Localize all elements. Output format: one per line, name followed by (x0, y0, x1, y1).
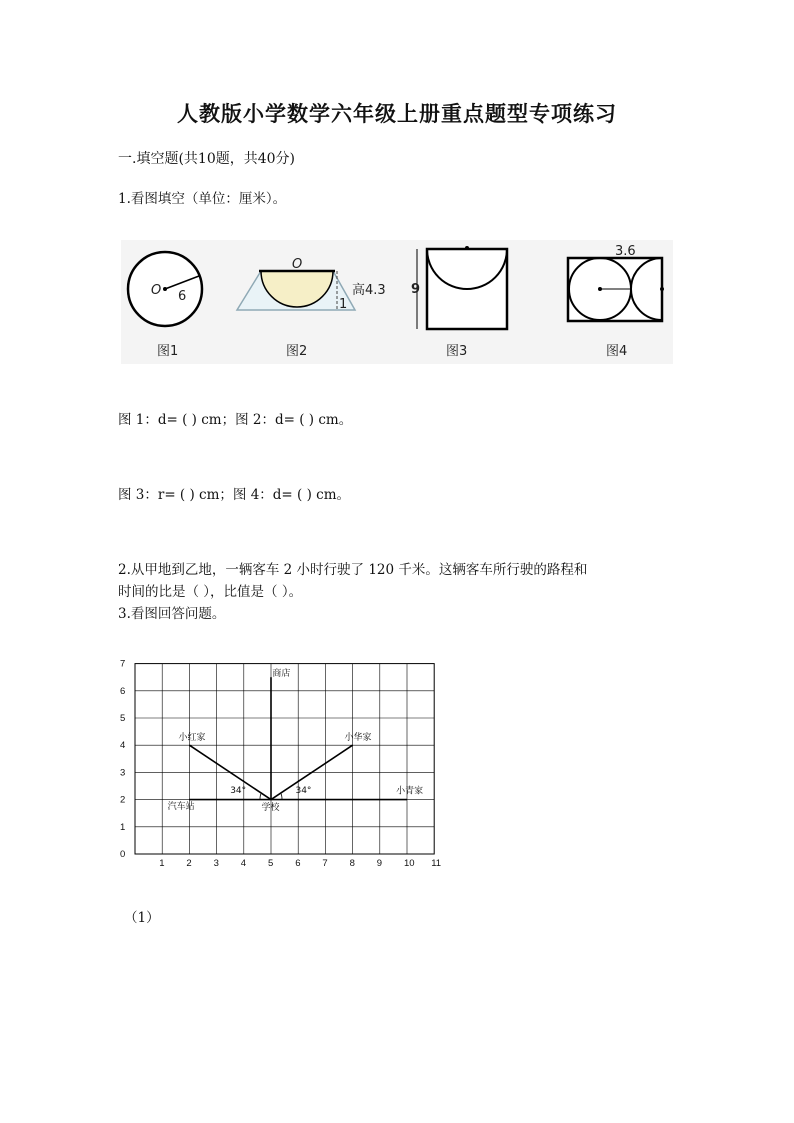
x-tick-label: 5 (268, 858, 274, 868)
question-2-line-1: 2.从甲地到乙地，一辆客车 2 小时行驶了 120 千米。这辆客车所行驶的路程和 (118, 562, 588, 578)
grid-frame (135, 664, 434, 854)
x-tick-label: 2 (186, 858, 192, 868)
x-tick-label: 4 (240, 858, 247, 868)
figure-4-top-label: 3.6 (615, 244, 636, 259)
figure-2 (237, 257, 386, 359)
figure-2-height-label: 高4.3 (352, 283, 386, 298)
x-tick-label: 8 (349, 858, 355, 868)
figure-4 (568, 244, 664, 359)
place-label: 商店 (272, 668, 291, 679)
figure-2-label: 图2 (286, 344, 308, 359)
figure-1-label: 图1 (157, 344, 179, 359)
place-label: 小华家 (344, 732, 372, 743)
place-label: 小青家 (396, 786, 424, 797)
question-1-prompt: 1.看图填空（单位：厘米）。 (118, 191, 287, 207)
figure-1-radius-value: 6 (178, 289, 187, 304)
y-tick-label: 4 (120, 740, 126, 752)
x-tick-label: 3 (213, 858, 219, 868)
x-tick-label: 1 (159, 858, 165, 868)
question-1-line-1: 图 1：d= ( ) cm；图 2：d= ( ) cm。 (118, 412, 353, 428)
y-tick-label: 2 (120, 794, 126, 806)
y-tick-label: 7 (120, 658, 126, 670)
figure-3-side-label: 9 (411, 282, 421, 297)
y-tick-label: 3 (120, 767, 126, 779)
figure-2-center-label: O (292, 257, 303, 272)
y-tick-label: 0 (120, 849, 126, 860)
y-tick-label: 1 (120, 821, 126, 833)
coordinate-grid (116, 648, 446, 868)
sub-question-1: （1） (124, 910, 160, 926)
x-tick-label: 9 (376, 858, 383, 868)
figure-3 (411, 246, 507, 359)
grid-svg (116, 648, 446, 868)
section-heading: 一.填空题(共10题，共40分) (118, 151, 296, 167)
place-label: 小红家 (178, 732, 206, 743)
angle-left-label: 34° (230, 785, 247, 796)
figure-1 (128, 252, 202, 359)
figure-4-label: 图4 (606, 344, 628, 359)
x-tick-label: 10 (404, 858, 415, 868)
question-3-prompt: 3.看图回答问题。 (118, 606, 226, 622)
place-label: 汽车站 (167, 802, 195, 813)
place-label: 学校 (261, 802, 280, 813)
question-2-line-2: 时间的比是（ ），比值是（ ）。 (118, 584, 303, 600)
figures-svg (121, 240, 673, 364)
angle-right-label: 34° (295, 785, 312, 796)
figure-strip (121, 240, 673, 364)
figure-3-label: 图3 (446, 344, 468, 359)
figure-1-center-label: O (151, 283, 162, 298)
x-tick-label: 11 (431, 858, 442, 868)
question-1-line-2: 图 3：r= ( ) cm；图 4：d= ( ) cm。 (118, 487, 351, 503)
arc-center-dot (465, 246, 469, 250)
x-tick-label: 7 (322, 858, 328, 868)
right-circle-center (660, 287, 664, 291)
x-tick-label: 6 (295, 858, 301, 868)
y-tick-label: 5 (120, 713, 126, 724)
y-tick-label: 6 (120, 685, 126, 697)
figure-2-corner-label: 1 (339, 297, 348, 312)
page-title: 人教版小学数学六年级上册重点题型专项练习 (177, 101, 617, 126)
